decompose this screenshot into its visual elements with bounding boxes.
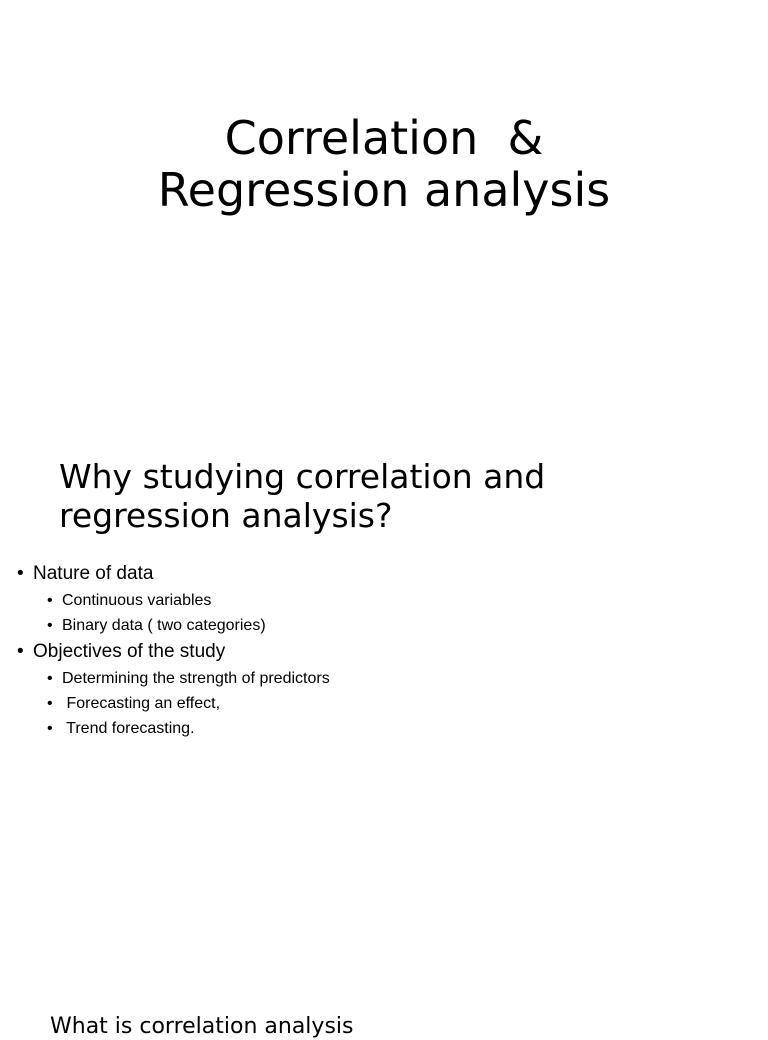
bullet-icon: • bbox=[47, 695, 53, 712]
sub-bullet-label: Continuous variables bbox=[62, 592, 212, 609]
sub-bullet-label: Forecasting an effect, bbox=[62, 695, 221, 712]
bullet-list bbox=[17, 560, 737, 741]
heading-line-1: Why studying correlation and bbox=[59, 457, 546, 496]
sub-bullet-label: Trend forecasting. bbox=[62, 720, 195, 737]
sub-bullet-label: Binary data ( two categories) bbox=[62, 617, 266, 634]
bullet-item-nature-of-data bbox=[17, 560, 737, 588]
sub-bullet-item bbox=[17, 613, 737, 638]
bullet-icon: • bbox=[47, 617, 53, 634]
bullet-label: Objectives of the study bbox=[33, 641, 226, 662]
bullet-icon: • bbox=[17, 563, 24, 584]
bullet-icon: • bbox=[47, 592, 53, 609]
section-heading bbox=[59, 457, 739, 535]
sub-bullet-item bbox=[17, 588, 737, 613]
bullet-item-objectives bbox=[17, 638, 737, 666]
bullet-icon: • bbox=[17, 641, 24, 662]
sub-bullet-item bbox=[17, 666, 737, 691]
bullet-label: Nature of data bbox=[33, 563, 154, 584]
title-line-1: Correlation & bbox=[224, 111, 544, 165]
next-slide-heading: What is correlation analysis bbox=[50, 1014, 354, 1039]
sub-bullet-label: Determining the strength of predictors bbox=[62, 670, 330, 687]
title-line-2: Regression analysis bbox=[157, 163, 611, 217]
sub-bullet-item bbox=[17, 716, 737, 741]
bullet-icon: • bbox=[47, 670, 53, 687]
slide-title bbox=[0, 112, 768, 216]
sub-bullet-item bbox=[17, 691, 737, 716]
heading-line-2: regression analysis? bbox=[59, 496, 393, 535]
bullet-icon: • bbox=[47, 720, 53, 737]
